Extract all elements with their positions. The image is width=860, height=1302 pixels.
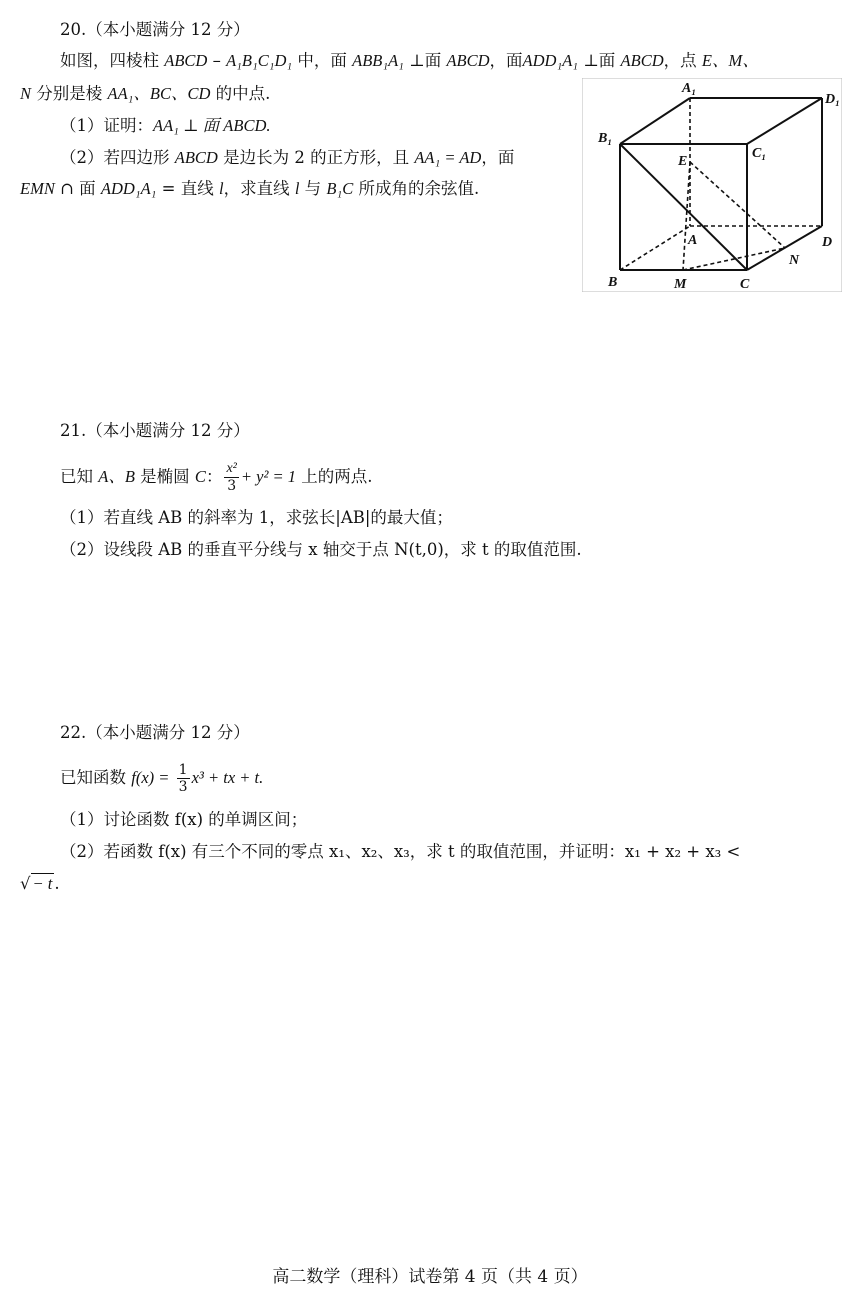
q20-text: ，面 bbox=[481, 148, 515, 167]
q21-stem bbox=[60, 462, 373, 493]
q20-dash: – bbox=[212, 51, 221, 70]
q21-points: A、B bbox=[98, 467, 135, 486]
q20-text: 的中点. bbox=[215, 84, 271, 103]
edge-ba bbox=[620, 226, 690, 270]
q21-colon: ： bbox=[205, 467, 223, 486]
q20-text: 分别是棱 bbox=[36, 84, 103, 103]
q20-plane-emn: EMN bbox=[20, 179, 55, 198]
q20-prism-a: ABCD bbox=[164, 51, 208, 70]
label-d1: D₁ bbox=[825, 92, 840, 107]
edge-b1a1 bbox=[620, 98, 690, 144]
q20-text: ∩ 面 bbox=[60, 179, 96, 198]
q20-stem-line2 bbox=[20, 82, 270, 106]
segment-en bbox=[690, 162, 785, 248]
q20-text: ⊥面 bbox=[409, 51, 442, 70]
q21-text: 是椭圆 bbox=[140, 467, 190, 486]
q21-text: 上的两点. bbox=[301, 467, 373, 486]
segment-em bbox=[683, 162, 690, 270]
q20-plane-add1a1: ADD₁A₁ bbox=[100, 179, 157, 198]
q20-points: E、M、 bbox=[701, 51, 759, 70]
q21-ellipse-name: C bbox=[194, 467, 206, 486]
q20-text: （2）若四边形 bbox=[60, 148, 170, 167]
q22-end: . bbox=[54, 874, 60, 893]
q20-part1-expr: AA₁ ⊥ 面 ABCD. bbox=[153, 116, 271, 135]
q22-text: 已知函数 bbox=[60, 768, 126, 787]
q21-ellipse-rest: + y² = 1 bbox=[240, 467, 297, 486]
label-c1: C₁ bbox=[752, 146, 767, 161]
q21-header: 21.（本小题满分 12 分） bbox=[60, 421, 250, 440]
q22-fx: f(x) = bbox=[131, 768, 170, 787]
q21-text: 已知 bbox=[60, 467, 93, 486]
q20-line-l: l bbox=[218, 179, 224, 198]
q20-face2: ADD₁A₁ bbox=[522, 51, 579, 70]
q20-line-l: l bbox=[294, 179, 300, 198]
q20-text: = 直线 bbox=[161, 179, 214, 198]
q22-sqrt-body: − t bbox=[32, 874, 53, 893]
q20-line-b1c: B₁C bbox=[326, 179, 354, 198]
q20-header: 20.（本小题满分 12 分） bbox=[60, 20, 250, 39]
q22-frac-den: 3 bbox=[178, 779, 188, 795]
q20-text: ，面 bbox=[489, 51, 523, 70]
q20-text: 所成角的余弦值. bbox=[358, 179, 480, 198]
q20-face1: ABB₁A₁ bbox=[352, 51, 404, 70]
q22-part2-cont bbox=[20, 872, 60, 896]
q21-frac-den: 3 bbox=[227, 478, 237, 494]
q22-frac-num: 1 bbox=[178, 762, 188, 778]
q21-frac-num: x² bbox=[226, 461, 237, 476]
q20-stem-line1 bbox=[60, 49, 759, 73]
q22-function-rest: x³ + tx + t. bbox=[191, 768, 264, 787]
prism-figure bbox=[582, 78, 842, 292]
segment-mn bbox=[683, 248, 785, 270]
q20-base2: ABCD bbox=[620, 51, 664, 70]
sqrt-sign-icon: √ bbox=[20, 874, 31, 893]
page-footer: 高二数学（理科）试卷第 4 页（共 4 页） bbox=[272, 1267, 588, 1287]
label-m: M bbox=[674, 277, 687, 292]
label-c: C bbox=[740, 277, 750, 292]
q20-edges: AA₁、BC、CD bbox=[107, 84, 211, 103]
label-d: D bbox=[822, 235, 833, 250]
q20-square: ABCD bbox=[174, 148, 218, 167]
q20-text: ⊥面 bbox=[583, 51, 616, 70]
q21-part2: （2）设线段 AB 的垂直平分线与 x 轴交于点 N(t,0)，求 t 的取值范围. bbox=[60, 540, 582, 559]
q20-prism-b: A₁B₁C₁D₁ bbox=[226, 51, 293, 70]
q22-header: 22.（本小题满分 12 分） bbox=[60, 723, 250, 742]
q21-part1: （1）若直线 AB 的斜率为 1，求弦长|AB|的最大值； bbox=[60, 508, 453, 527]
q22-part1: （1）讨论函数 f(x) 的单调区间； bbox=[60, 810, 308, 829]
q22-sqrt bbox=[20, 872, 54, 896]
q20-part2-line1 bbox=[60, 146, 514, 170]
q20-text: ，点 bbox=[663, 51, 697, 70]
q22-fraction bbox=[177, 763, 190, 794]
label-e: E bbox=[678, 154, 688, 169]
label-b1: B₁ bbox=[598, 131, 613, 146]
q20-text: 是边长为 2 的正方形，且 bbox=[223, 148, 410, 167]
q20-point-n: N bbox=[20, 84, 32, 103]
label-a1: A₁ bbox=[682, 81, 697, 96]
q20-text: 中，面 bbox=[297, 51, 347, 70]
label-b: B bbox=[608, 275, 618, 290]
q20-part1 bbox=[60, 114, 271, 138]
label-a: A bbox=[688, 233, 698, 248]
q20-condition: AA₁ = AD bbox=[414, 148, 482, 167]
q22-part2: （2）若函数 f(x) 有三个不同的零点 x₁、x₂、x₃，求 t 的取值范围，并证明：x₁ + x₂ + x₃ < bbox=[60, 842, 741, 861]
q21-fraction bbox=[224, 462, 238, 493]
edge-c1d1 bbox=[747, 98, 822, 144]
q20-text: ，求直线 bbox=[223, 179, 290, 198]
label-n: N bbox=[789, 253, 800, 268]
q22-stem bbox=[60, 762, 263, 794]
q20-text: 如图，四棱柱 bbox=[60, 51, 159, 70]
q20-text: 与 bbox=[304, 179, 322, 198]
q20-part2-line2 bbox=[20, 177, 479, 201]
q20-part1-label: （1）证明： bbox=[60, 116, 153, 135]
q20-base1: ABCD bbox=[446, 51, 490, 70]
